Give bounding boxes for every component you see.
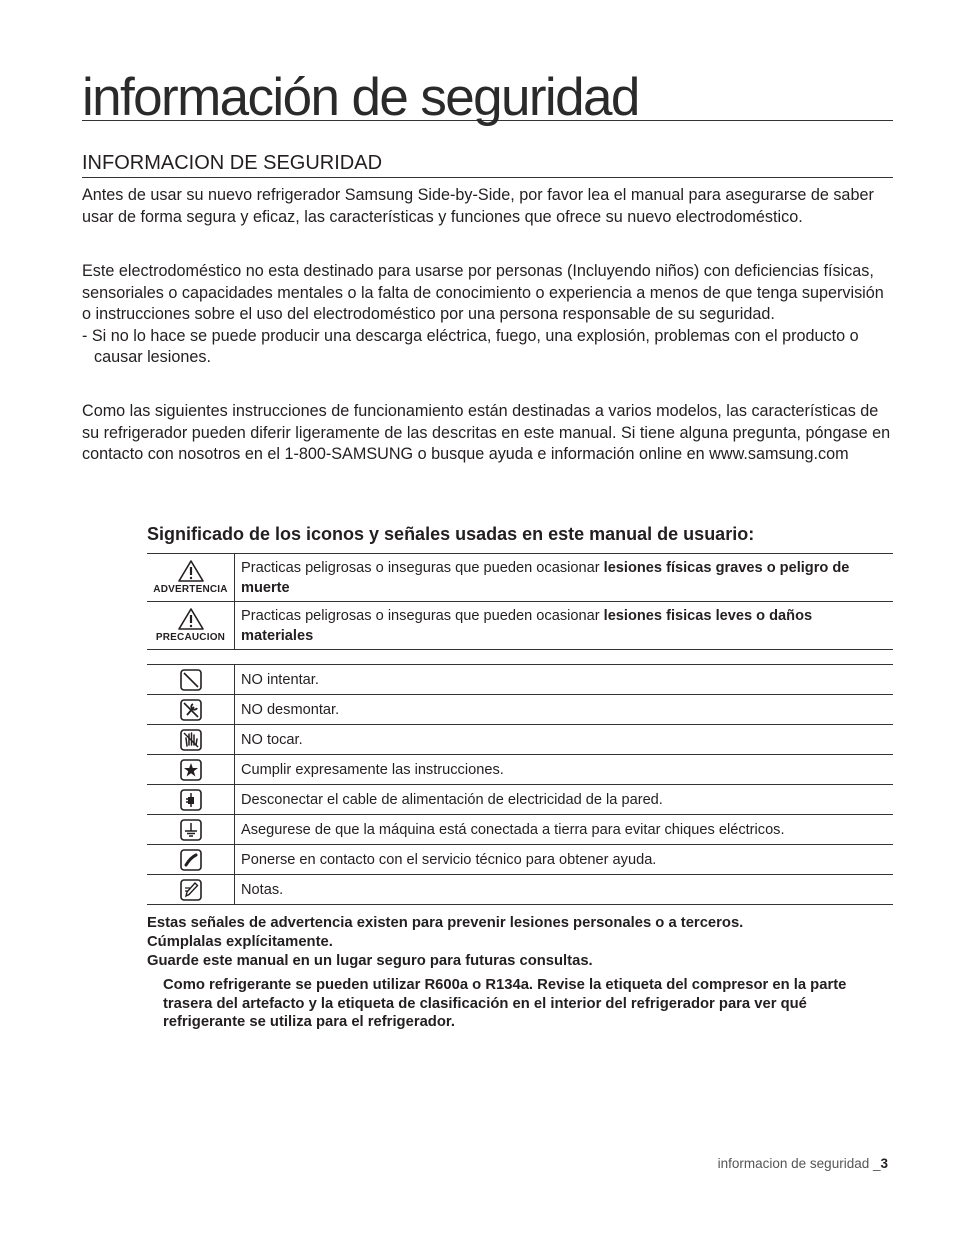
no-disassembly-icon bbox=[179, 698, 203, 722]
table-row: Ponerse en contacto con el servicio técnico para obtener ayuda. bbox=[147, 845, 893, 875]
table-row: NO desmontar. bbox=[147, 695, 893, 725]
table-row: NO tocar. bbox=[147, 725, 893, 755]
supervision-paragraph: Este electrodoméstico no esta destinado para usarse por personas (Incluyendo niños) con deficiencias físicas, sensoriales o capacidades mentales o la falta de conocimiento o experiencia a menos de que tenga supervisión o instrucciones sobre el uso del electrodoméstico por una persona responsable de su seguridad. - Si no lo hace se puede producir una descarga eléctrica, fuego, una explosión, problemas con el producto o causar lesiones. bbox=[82, 261, 897, 369]
table-row: ADVERTENCIA Practicas peligrosas o inseguras que pueden ocasionar lesiones físicas graves o peligro de muerte bbox=[147, 554, 893, 602]
page-footer: informacion de seguridad _3 bbox=[717, 1156, 888, 1171]
models-paragraph: Como las siguientes instrucciones de funcionamiento están destinadas a varios modelos, las características de su refrigerador pueden diferir ligeramente de las descritas en este manual. Si tiene alguna pregunta, póngase en contacto con nosotros en el 1-800-SAMSUNG o busque ayuda e información online en www.samsung.com bbox=[82, 402, 891, 463]
star-icon bbox=[179, 758, 203, 782]
ground-icon bbox=[179, 818, 203, 842]
section-heading: INFORMACION DE SEGURIDAD bbox=[82, 150, 893, 178]
phone-icon bbox=[179, 848, 203, 872]
prohibited-icon bbox=[179, 668, 203, 692]
note-icon bbox=[179, 878, 203, 902]
warning-label: ADVERTENCIA bbox=[153, 584, 228, 595]
table-row: PRECAUCION Practicas peligrosas o inseguras que pueden ocasionar lesiones fisicas leves o daños materiales bbox=[147, 602, 893, 650]
caution-label: PRECAUCION bbox=[155, 632, 226, 643]
intro-paragraph: Antes de usar su nuevo refrigerador Samsung Side-by-Side, por favor lea el manual para asegurarse de saber usar de forma segura y eficaz, las características y funciones que ofrece su nuevo electrodoméstico. bbox=[82, 186, 874, 226]
icons-heading: Significado de los iconos y señales usadas en este manual de usuario: bbox=[147, 524, 755, 544]
warning-triangle-icon bbox=[177, 607, 205, 631]
no-touch-icon bbox=[179, 728, 203, 752]
warning-notes: Estas señales de advertencia existen para prevenir lesiones personales o a terceros. Cúmplalas explícitamente. Guarde este manual en un lugar seguro para futuras consultas. bbox=[147, 915, 744, 969]
warning-table bbox=[147, 553, 893, 650]
table-row: Cumplir expresamente las instrucciones. bbox=[147, 755, 893, 785]
page-title: información de seguridad bbox=[82, 70, 893, 121]
table-row: Asegurese de que la máquina está conectada a tierra para evitar chiques eléctricos. bbox=[147, 815, 893, 845]
warning-triangle-icon bbox=[177, 559, 205, 583]
page-number: 3 bbox=[880, 1156, 888, 1171]
unplug-icon bbox=[179, 788, 203, 812]
table-row: Notas. bbox=[147, 875, 893, 905]
table-row: Desconectar el cable de alimentación de electricidad de la pared. bbox=[147, 785, 893, 815]
symbol-table bbox=[147, 664, 893, 905]
table-row: NO intentar. bbox=[147, 665, 893, 695]
supervision-bullet: - Si no lo hace se puede producir una descarga eléctrica, fuego, una explosión, problemas con el producto o causar lesiones. bbox=[82, 326, 859, 366]
refrigerant-note: Como refrigerante se pueden utilizar R600a o R134a. Revise la etiqueta del compresor en la parte trasera del artefacto y la etiqueta de clasificación en el interior del refrigerador para ver qué refrigerante se utiliza para el refrigerador. bbox=[163, 977, 847, 1030]
